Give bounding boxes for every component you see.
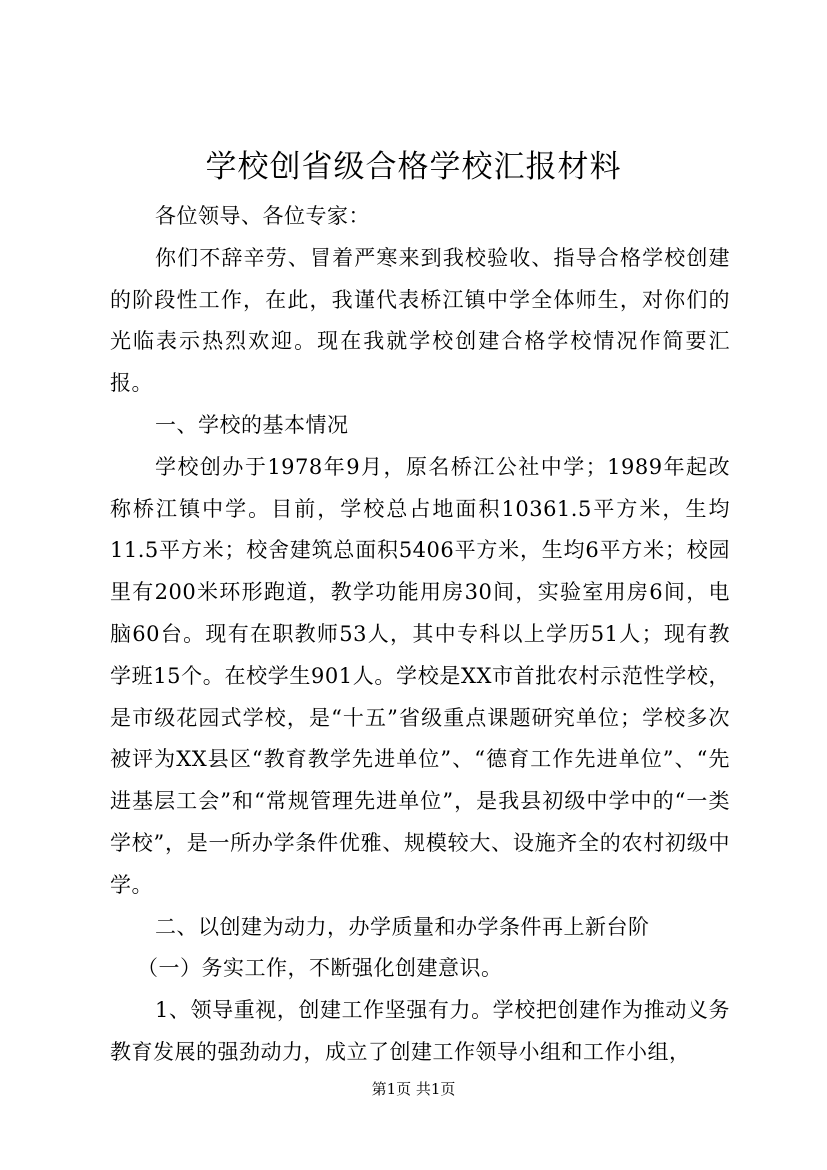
document-body — [110, 196, 730, 1074]
paragraph-leadership: 1、领导重视，创建工作坚强有力。学校把创建作为推动义务教育发展的强劲动力，成立了创建工作领导小组和工作小组， — [110, 998, 730, 1064]
document-title: 学校创省级合格学校汇报材料 — [205, 149, 622, 185]
subsection-heading-1: （一）务实工作，不断强化创建意识。 — [137, 956, 503, 981]
section-heading-1: 一、学校的基本情况 — [155, 412, 349, 437]
page-footer: 第1页 共1页 — [371, 1080, 456, 1098]
section-heading-2: 二、以创建为动力，办学质量和办学条件再上新台阶 — [155, 914, 650, 939]
salutation: 各位领导、各位专家： — [155, 204, 370, 228]
paragraph-welcome: 你们不辞辛劳、冒着严寒来到我校验收、指导合格学校创建的阶段性工作，在此，我谨代表桥江镇中学全体师生，对你们的光临表示热烈欢迎。现在我就学校创建合格学校情况作简要汇报。 — [110, 245, 730, 396]
paragraph-basic-info: 学校创办于1978年9月，原名桥江公社中学；1989年起改称桥江镇中学。目前，学校总占地面积10361.5平方米，生均11.5平方米；校舍建筑总面积5406平方米，生均6平方米；校园里有200米环形跑道，教学功能用房30间，实验室用房6间，电脑60台。现有在职教师53人，其中专科以上学历51人；现有教学班15个。在校学生901人。学校是XX市首批农村示范性学校，是市级花园式学校，是“十五”省级重点课题研究单位；学校多次被评为XX县区“教育教学先进单位”、“德育工作先进单位”、“先进基层工会”和“常规管理先进单位”，是我县初级中学中的“一类学校”，是一所办学条件优雅、规模较大、设施齐全的农村初级中学。 — [110, 454, 730, 897]
